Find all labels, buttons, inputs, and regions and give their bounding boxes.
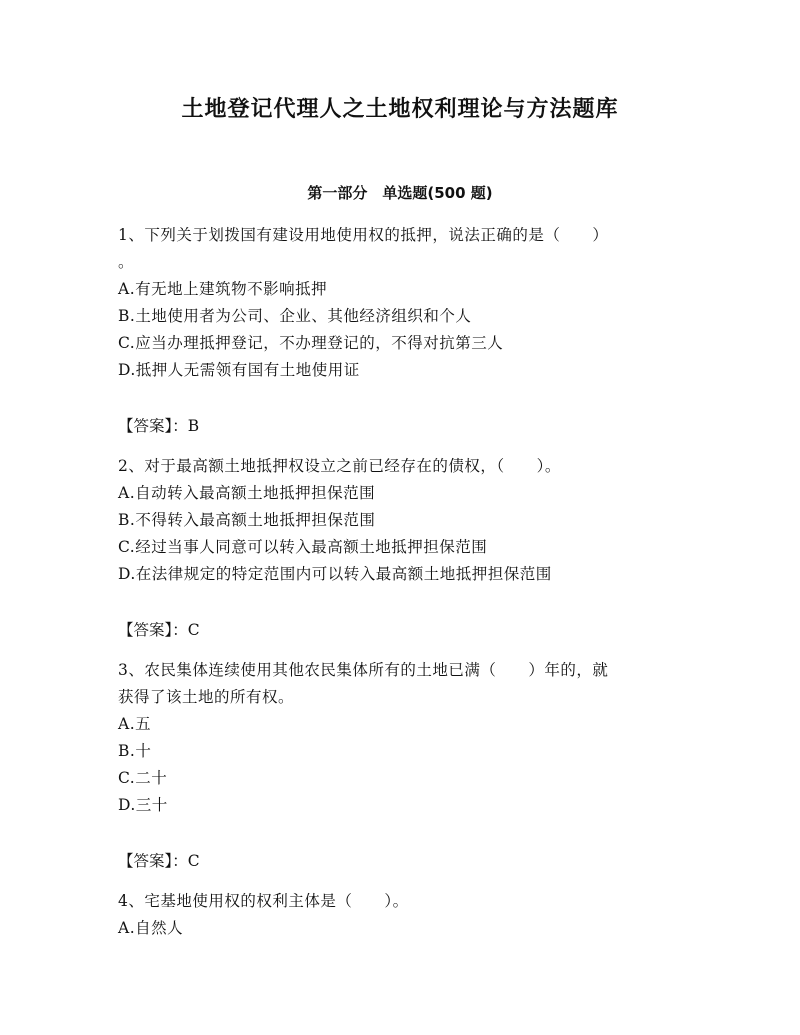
option-d: D.在法律规定的特定范围内可以转入最高额土地抵押担保范围 bbox=[118, 565, 552, 583]
option-a: A.五 bbox=[118, 715, 152, 733]
question-stem-line: 1、下列关于划拨国有建设用地使用权的抵押，说法正确的是（ ） bbox=[118, 226, 609, 244]
option-a: A.自然人 bbox=[118, 919, 184, 937]
option-c: C.二十 bbox=[118, 769, 168, 787]
option-a: A.有无地上建筑物不影响抵押 bbox=[118, 280, 328, 298]
option-a: A.自动转入最高额土地抵押担保范围 bbox=[118, 484, 376, 502]
option-b: B.十 bbox=[118, 742, 152, 760]
answer-2: 【答案】：C bbox=[118, 621, 200, 639]
answer-1: 【答案】：B bbox=[118, 417, 200, 435]
option-c: C.经过当事人同意可以转入最高额土地抵押担保范围 bbox=[118, 538, 488, 556]
question-1 bbox=[118, 222, 688, 384]
question-3 bbox=[118, 657, 688, 819]
question-4 bbox=[118, 888, 688, 942]
section-heading: 第一部分 单选题(500 题) bbox=[307, 184, 493, 202]
option-b: B.不得转入最高额土地抵押担保范围 bbox=[118, 511, 376, 529]
question-stem-line: 2、对于最高额土地抵押权设立之前已经存在的债权，（ ）。 bbox=[118, 457, 561, 475]
question-stem-line: 3、农民集体连续使用其他农民集体所有的土地已满（ ）年的，就 bbox=[118, 661, 609, 679]
option-d: D.抵押人无需领有国有土地使用证 bbox=[118, 361, 360, 379]
option-b: B.土地使用者为公司、企业、其他经济组织和个人 bbox=[118, 307, 472, 325]
option-d: D.三十 bbox=[118, 796, 168, 814]
document-title: 土地登记代理人之土地权利理论与方法题库 bbox=[181, 97, 619, 122]
question-stem-line: 获得了该土地的所有权。 bbox=[118, 688, 295, 706]
question-2 bbox=[118, 453, 688, 588]
option-c: C.应当办理抵押登记，不办理登记的，不得对抗第三人 bbox=[118, 334, 504, 352]
question-stem-line: 4、宅基地使用权的权利主体是（ ）。 bbox=[118, 892, 409, 910]
question-stem-line: 。 bbox=[118, 253, 135, 271]
answer-3: 【答案】：C bbox=[118, 852, 200, 870]
